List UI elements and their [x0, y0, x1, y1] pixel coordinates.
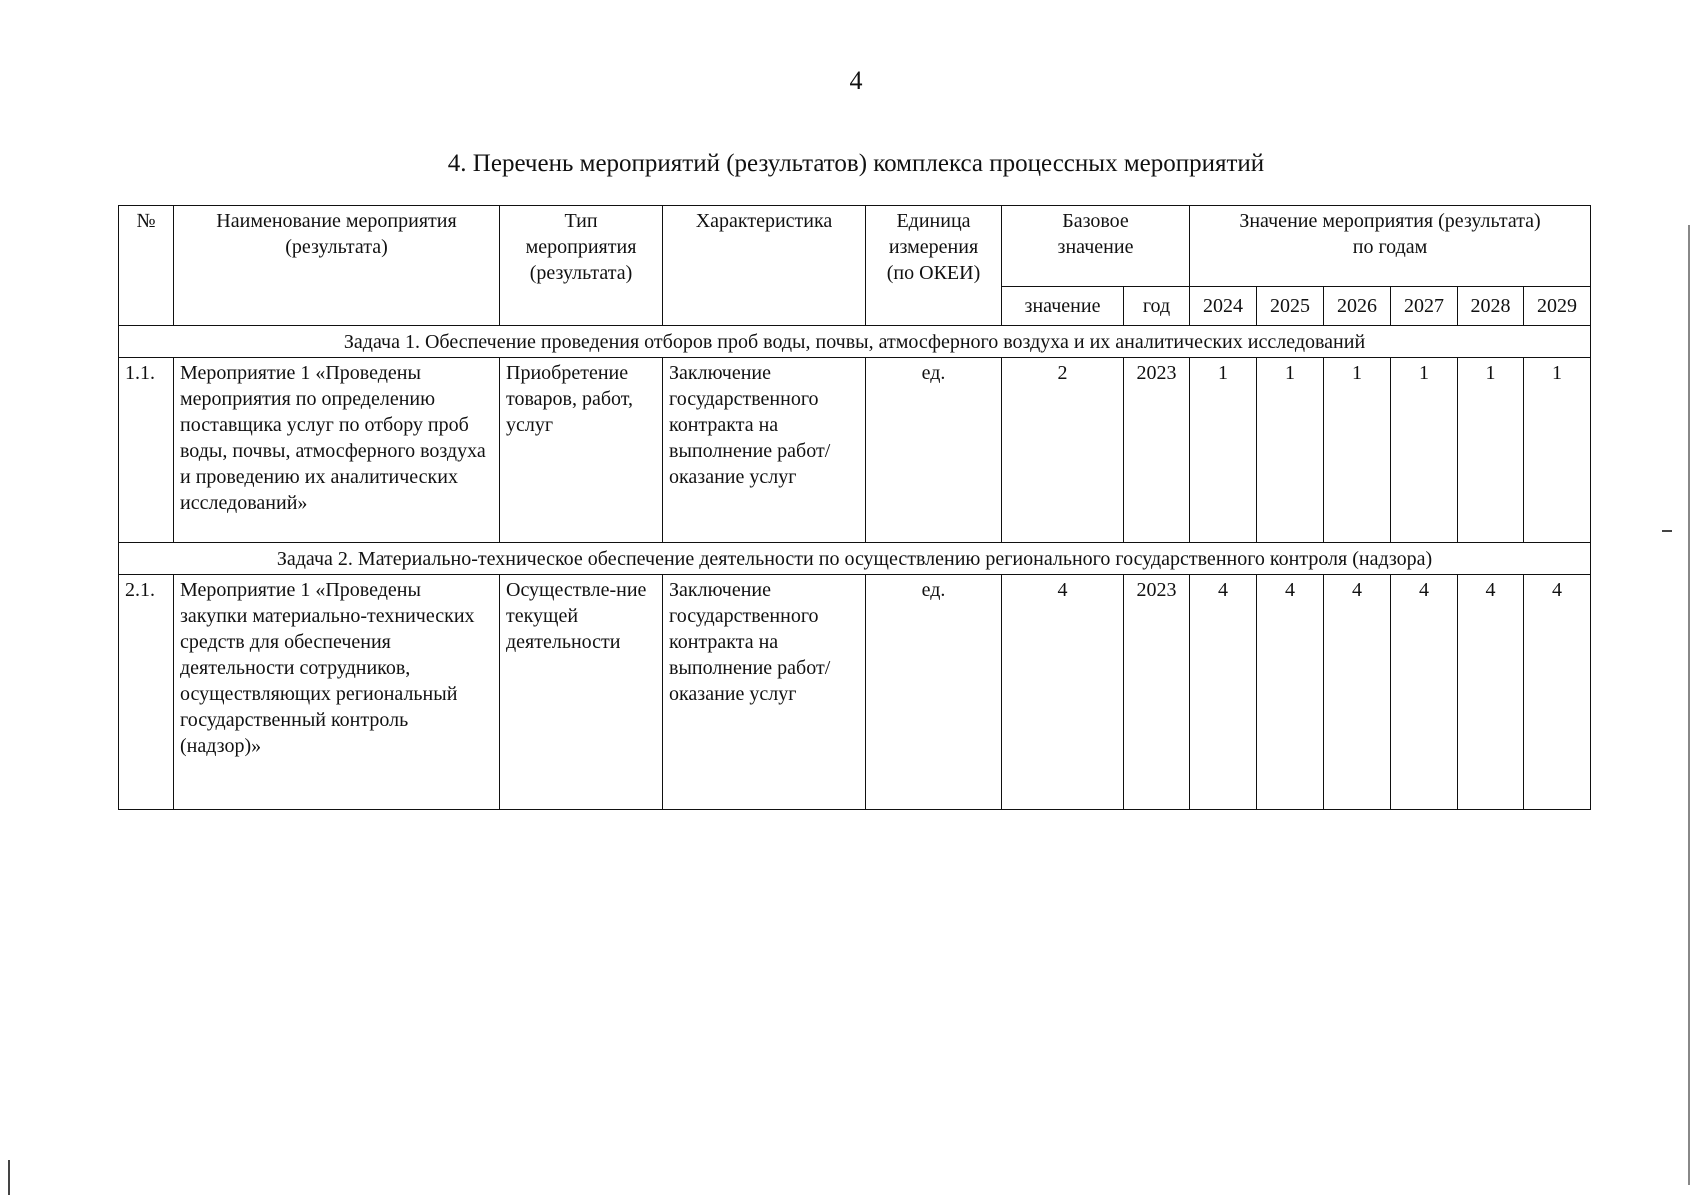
row-name: Мероприятие 1 «Проведены мероприятия по определению поставщика услуг по отбору проб воды, почвы, атмосферного воздуха и проведению их аналитических исследований» [174, 358, 500, 543]
header-year: 2027 [1391, 287, 1458, 326]
table-header-row [119, 206, 1591, 287]
header-name: Наименование мероприятия (результата) [174, 206, 500, 326]
page-number: 4 [849, 66, 863, 95]
header-year: 2024 [1190, 287, 1257, 326]
row-type: Приобретение товаров, работ, услуг [500, 358, 663, 543]
measures-table [118, 205, 1591, 810]
header-type: Тип мероприятия (результата) [500, 206, 663, 326]
row-base-value: 2 [1002, 358, 1124, 543]
scan-edge-mark [8, 1160, 10, 1195]
row-year-value: 4 [1324, 575, 1391, 810]
table-row [119, 358, 1591, 543]
task-row [119, 543, 1591, 575]
row-unit: ед. [866, 575, 1002, 810]
row-year-value: 1 [1257, 358, 1324, 543]
row-base-year: 2023 [1124, 358, 1190, 543]
header-year: 2026 [1324, 287, 1391, 326]
row-unit: ед. [866, 358, 1002, 543]
row-year-value: 4 [1458, 575, 1524, 810]
header-year: 2029 [1524, 287, 1591, 326]
row-name: Мероприятие 1 «Проведены закупки материально-технических средств для обеспечения деятельности сотрудников, осуществляющих региональный государственный контроль (надзор)» [174, 575, 500, 810]
row-year-value: 1 [1458, 358, 1524, 543]
header-num: № [119, 206, 174, 326]
header-base-value: Базовое значение [1002, 206, 1190, 287]
row-base-year: 2023 [1124, 575, 1190, 810]
scan-edge-mark [1688, 225, 1690, 1185]
row-year-value: 1 [1391, 358, 1458, 543]
header-year: 2025 [1257, 287, 1324, 326]
header-characteristic: Характеристика [663, 206, 866, 326]
header-base-value-sub: значение [1002, 287, 1124, 326]
row-type: Осуществле-ние текущей деятельности [500, 575, 663, 810]
header-unit: Единица измерения (по ОКЕИ) [866, 206, 1002, 326]
header-base-year-sub: год [1124, 287, 1190, 326]
document-title: 4. Перечень мероприятий (результатов) комплекса процессных мероприятий [447, 150, 1265, 177]
row-year-value: 1 [1324, 358, 1391, 543]
row-num: 2.1. [119, 575, 174, 810]
header-values-by-year: Значение мероприятия (результата) по годам [1190, 206, 1591, 287]
task-title: Задача 2. Материально-техническое обеспечение деятельности по осуществлению регионального государственного контроля (надзора) [119, 543, 1591, 575]
row-characteristic: Заключение государственного контракта на выполнение работ/оказание услуг [663, 575, 866, 810]
scan-edge-mark [1662, 530, 1672, 532]
row-year-value: 1 [1190, 358, 1257, 543]
task-title: Задача 1. Обеспечение проведения отборов проб воды, почвы, атмосферного воздуха и их аналитических исследований [119, 326, 1591, 358]
header-year: 2028 [1458, 287, 1524, 326]
row-year-value: 4 [1190, 575, 1257, 810]
row-base-value: 4 [1002, 575, 1124, 810]
row-year-value: 4 [1391, 575, 1458, 810]
row-year-value: 4 [1257, 575, 1324, 810]
table-row [119, 575, 1591, 810]
task-row [119, 326, 1591, 358]
row-num: 1.1. [119, 358, 174, 543]
row-year-value: 4 [1524, 575, 1591, 810]
row-characteristic: Заключение государственного контракта на выполнение работ/оказание услуг [663, 358, 866, 543]
row-year-value: 1 [1524, 358, 1591, 543]
